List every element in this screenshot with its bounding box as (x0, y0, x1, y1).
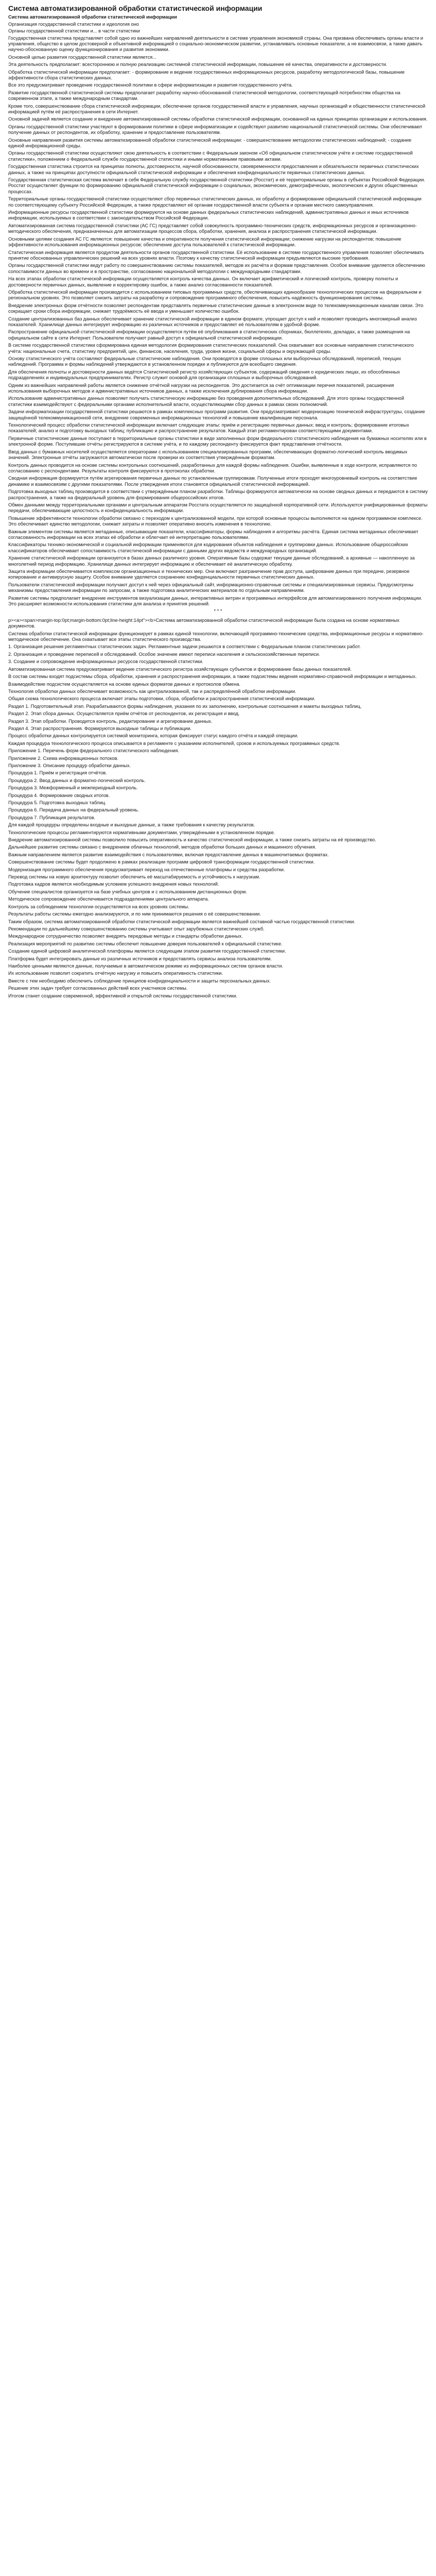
paragraph: Государственная статистика строится на принципах полноты, достоверности, научной обоснованности, своевременности предоставления и обязательности первичных статистических данных, а также на принципах доступности официальной статистической информации и обеспечения конфиденциальности первичных статистических данных. (8, 164, 419, 175)
paragraph: Государственная статистика представляет собой одно из важнейших направлений деятельности в системе управления экономикой страны. Она призвана обеспечивать органы власти и управления, общество в целом достоверной и объективной информацией о социально-экономическом развитии, устанавливать основные показатели, а не взаимосвязи, а также давать научно-обоснованную оценку функционирования и развития экономики. (8, 35, 423, 53)
article-body-continued (8, 618, 428, 999)
paragraph: Статистическая информация является продуктом деятельности органов государственной статистики. Её использование в системе государственного управления позволяет обеспечивать принятие обоснованных управленческих решений на всех уровнях власти. Поэтому к качеству статистической информации предъявляются высокие требования. (8, 249, 424, 261)
paragraph: Реализация мероприятий по развитию системы обеспечит повышение доверия пользователей к официальной статистике. (8, 941, 283, 946)
paragraph: Взаимодействие подсистем осуществляется на основе единых форматов данных и протоколов обмена. (8, 681, 241, 687)
paragraph: Основными целями создания АС ГС являются: повышение качества и оперативности получения статистической информации; снижение нагрузки на респондентов; повышение эффективности использования информационных ресурсов; обеспечение доступа пользователей к статистической информации. (8, 236, 402, 248)
page-title: Система автоматизированной обработки статистической информации (8, 4, 263, 12)
paragraph: Автоматизированная система предусматривает ведение статистического регистра хозяйствующих субъектов и формирование базы данных показателей. (8, 666, 352, 672)
paragraph: Для каждой процедуры определены входные и выходные данные, а также требования к качеству результатов. (8, 822, 255, 828)
paragraph: Каждая процедура технологического процесса описывается в регламенте с указанием исполнителей, сроков и используемых программных средств. (8, 740, 340, 746)
intro-block (8, 22, 428, 35)
paragraph: Подготовка выходных таблиц производится в соответствии с утверждённым планом разработки. Таблицы формируются автоматически на основе сводных данных и передаются в систему распространения, а также на федеральный уровень для формирования общероссийских итогов. (8, 489, 428, 500)
paragraph: Раздел 4. Этап распространения. Формируются выходные таблицы и публикации. (8, 725, 191, 731)
paragraph: Защита информации обеспечивается комплексом организационных и технических мер. Они включают разграничение прав доступа, шифрование данных при передаче, резервное копирование и антивирусную защиту. Особое внимание уделяется сохранению конфиденциальности первичных статистических данных. (8, 569, 410, 580)
paragraph: Приложение 1. Перечень форм федерального статистического наблюдения. (8, 748, 180, 754)
paragraph: Методическое сопровождение обеспечивается подразделениями центрального аппарата. (8, 896, 209, 902)
intro-line: Органы государственной статистики и... в части статистики (8, 28, 140, 33)
paragraph: Результаты работы системы ежегодно анализируются, и по ним принимаются решения о её совершенствовании. (8, 911, 261, 917)
paragraph: Процедура 2. Ввод данных и форматно-логический контроль. (8, 777, 146, 783)
paragraph: Важным элементом системы является метаданные, описывающие показатели, классификаторы, формы наблюдения и алгоритмы расчёта. Единая система метаданных обеспечивает согласованность информации на всех этапах её обработки и облегчает её интерпретацию пользователями. (8, 529, 418, 540)
paragraph: Развитие государственной статистической системы предполагает разработку научно-обоснованной статистической методологии, соответствующей потребностям общества на современном этапе, а также международным стандартам. (8, 90, 400, 101)
paragraph: 3. Создание и сопровождение информационных ресурсов государственной статистики. (8, 659, 204, 665)
paragraph: Обработка статистической информации производится с использованием типовых программных средств, обеспечивающих единообразие технологических процессов на федеральном и региональном уровнях. Это позволяет снизить затраты на разработку и сопровождение программного обеспечения, повысить надёжность функционирования системы. (8, 289, 422, 301)
paragraph: Информационные ресурсы государственной статистики формируются на основе данных федеральных статистических наблюдений, административных данных и иных источников информации, используемых в соответствии с законодательством Российской Федерации. (8, 210, 409, 221)
paragraph: Автоматизированная система государственной статистики (АС ГС) представляет собой совокупность программно-технических средств, информационных ресурсов и организационно-методического обеспечения, предназначенных для автоматизации процессов сбора, обработки, хранения, анализа и распространения статистической информации. (8, 223, 417, 234)
page-subtitle: Система автоматизированной обработки статистической информации (8, 14, 177, 20)
paragraph: Классификаторы технико-экономической и социальной информации применяются для кодирования объектов наблюдения и группировки данных. Использование общероссийских классификаторов обеспечивает сопоставимость статистической информации с данными других ведомств и международных организаций. (8, 542, 408, 553)
paragraph: Общая схема технологического процесса включает этапы подготовки, сбора, обработки и распространения статистической информации. (8, 696, 316, 702)
paragraph: Процедура 5. Подготовка выходных таблиц. (8, 800, 107, 805)
paragraph: Одним из важнейших направлений работы является снижение отчётной нагрузки на респондентов. Это достигается за счёт оптимизации перечня показателей, расширения использования выборочных методов и административных источников данных, а также исключения дублирования сбора информации. (8, 382, 394, 394)
paragraph: Приложение 3. Описание процедур обработки данных. (8, 762, 131, 768)
paragraph: Пользователи статистической информации получают доступ к ней через официальный сайт, информационно-справочные системы и специализированные сервисы. Предусмотрены механизмы предоставления информации по запросам, а также подготовка аналитических материалов по отдельным направлениям. (8, 582, 413, 594)
paragraph: Развитие системы предполагает внедрение инструментов визуализации данных, интерактивных витрин и программных интерфейсов для автоматизированного получения информации. Это расширяет возможности использования статистики для анализа и принятия решений. (8, 595, 423, 607)
paragraph: 1. Организация решения регламентных статистических задач. Регламентные задачи решаются в соответствии с Федеральным планом статистических работ. (8, 644, 361, 650)
paragraph: Таким образом, система автоматизированной обработки статистической информации является важнейшей составной частью государственной статистики. (8, 919, 356, 924)
paragraph: Процедура 4. Формирование сводных итогов. (8, 792, 110, 798)
paragraph: Процедура 3. Межформенный и межпериодный контроль. (8, 785, 138, 791)
paragraph: Органы государственной статистики участвуют в формировании политики в сфере информатизации и содействуют развитию национальной статистической системы. Они обеспечивают получение данных от респондентов, их обработку, хранение и предоставление пользователям. (8, 124, 423, 135)
paragraph: Система обработки статистической информации функционирует в рамках единой технологии, включающей программно-технические средства, информационные ресурсы и нормативно-методическое обеспечение. Она охватывает все этапы статистического производства. (8, 631, 424, 642)
paragraph: Органы государственной статистики осуществляют свою деятельность в соответствии с Федеральным законом «Об официальном статистическом учёте и системе государственной статистики», положением о Федеральной службе государственной статистики и иными нормативными правовыми актами. (8, 150, 413, 162)
paragraph: В системе государственной статистики сформирована единая методология формирования статистических показателей. Она охватывает все основные направления статистического учёта: национальные счета, статистику предприятий, цен, финансов, населения, труда, уровня жизни, социальной сферы и окружающей среды. (8, 343, 414, 354)
paragraph: Дальнейшее развитие системы связано с внедрением облачных технологий, методов обработки больших данных и машинного обучения. (8, 844, 317, 850)
article-body (8, 36, 428, 607)
paragraph: В состав системы входят подсистемы сбора, обработки, хранения и распространения информации, а также подсистемы ведения нормативно-справочной информации и метаданных. (8, 674, 417, 680)
paragraph: Ввод данных с бумажных носителей осуществляется операторами с использованием специализированных программ, обеспечивающих форматно-логический контроль вводимых значений. Электронные отчёты загружаются автоматически после проверки их соответствия утверждённым форматам. (8, 449, 408, 461)
paragraph: Использование административных данных позволяет получать статистическую информацию без проведения дополнительных обследований. Для этого органы государственной статистики взаимодействуют с федеральными органами исполнительной власти, осуществляющими сбор данных в рамках своих полномочий. (8, 396, 405, 407)
paragraph: Создание централизованных баз данных обеспечивает хранение статистической информации в едином формате, упрощает доступ к ней и позволяет проводить многомерный анализ показателей. Хранилище данных интегрирует информацию из различных источников и предоставляет её пользователям в удобной форме. (8, 316, 417, 327)
paragraph: Эта деятельность предполагает: всестороннюю и полную реализацию системной статистической информации, повышение её качества, оперативности и достоверности. (8, 62, 388, 67)
paragraph: Процедура 6. Передача данных на федеральный уровень. (8, 807, 139, 813)
paragraph: Процедура 7. Публикация результатов. (8, 815, 96, 820)
paragraph: Приложение 2. Схема информационных потоков. (8, 755, 118, 761)
paragraph: Основной целью развития государственной статистики является... (8, 54, 156, 60)
paragraph: Контроль за соблюдением технологии осуществляется на всех уровнях системы. (8, 904, 189, 909)
paragraph: Подготовка кадров является необходимым условием успешного внедрения новых технологий. (8, 882, 219, 887)
paragraph: Для обеспечения полноты и достоверности данных ведётся Статистический регистр хозяйствующих субъектов, содержащий сведения о юридических лицах, их обособленных подразделениях и индивидуальных предпринимателях. Регистр служит основой для организации сплошных и выборочных обследований. (8, 369, 400, 381)
paragraph: Повышение эффективности технологии обработки связано с переходом к централизованной модели, при которой основные процессы выполняются на едином программном комплексе. Это обеспечивает единство методологии, снижает затраты и позволяет оперативно вносить изменения в технологию. (8, 515, 423, 527)
paragraph: Распространение официальной статистической информации осуществляется путём её опубликования в статистических сборниках, бюллетенях, докладах, а также размещения на официальном сайте в сети Интернет. Пользователи получают равный доступ к официальной статистической информации. (8, 329, 410, 341)
paragraph: Модернизация программного обеспечения предусматривает переход на отечественные платформы и средства разработки. (8, 867, 285, 872)
paragraph: Перевод системы на новую архитектуру позволит обеспечить её масштабируемость и устойчивость к нагрузкам. (8, 874, 260, 880)
paragraph: Международное сотрудничество позволяет внедрять передовые методы и стандарты обработки данных. (8, 934, 243, 939)
paragraph: Рекомендации по дальнейшему совершенствованию системы учитывают опыт зарубежных статистических служб. (8, 926, 265, 931)
intro-line: Организация государственной статистики и идеология оно (8, 21, 139, 27)
paragraph: Платформа будет интегрировать данные из различных источников и предоставлять сервисы анализа пользователям. (8, 956, 272, 961)
paragraph: Важным направлением является развитие взаимодействия с пользователями, включая предоставление данных в машиночитаемых форматах. (8, 852, 329, 857)
paragraph: Основной задачей является создание и внедрение автоматизированной системы обработки статистической информации, основанной на единых принципах организации и использования. (8, 116, 428, 122)
paragraph: Решение этих задач требует согласованных действий всех участников системы. (8, 986, 188, 991)
paragraph: Технология обработки данных обеспечивает возможность как централизованной, так и распределённой обработки информации. (8, 688, 297, 694)
paragraph: Кроме того, совершенствование сбора статистической информации, обеспечение органов государственной власти и управления, научных организаций и общественности статистической информацией путём её распространения в сети Интернет. (8, 103, 426, 114)
paragraph: На всех этапах обработки статистической информации осуществляется контроль качества данных. Он включает арифметический и логический контроль, проверку полноты и достоверности первичных данных, выявление и корректировку ошибок, а также анализ согласованности показателей. (8, 276, 398, 287)
paragraph: Обучение специалистов организуется на базе учебных центров и с использованием дистанционных форм. (8, 889, 247, 894)
paragraph: Органы государственной статистики ведут работу по совершенствованию системы показателей, методов их расчёта и формам представления. Особое внимание уделяется обеспечению сопоставимости данных во времени и в пространстве, согласованию национальной методологии с международными стандартами. (8, 263, 425, 274)
section-separator: * * * (214, 608, 222, 614)
paragraph: Основные направления развития системы автоматизированной обработки статистической информации: - совершенствование методологии статистических наблюдений; - создание единой информационной среды. (8, 137, 412, 148)
paragraph: Хранение статистической информации организуется в базах данных различного уровня. Оперативные базы содержат текущие данные обследований, а архивные — накопленную за многолетний период информацию. Хранилище данных интегрирует информацию и обеспечивает её аналитическую обработку. (8, 555, 415, 567)
paragraph: Государственная статистическая система включает в себя Федеральную службу государственной статистики (Росстат) и её территориальные органы в субъектах Российской Федерации. Росстат осуществляет функции по формированию официальной статистической информации о социальных, экономических, демографических, экологических и других общественных процессах. (8, 177, 425, 194)
paragraph: Раздел 1. Подготовительный этап. Разрабатываются формы наблюдения, указания по их заполнению, контрольные соотношения и макеты выходных таблиц. (8, 703, 362, 709)
paragraph: Первичные статистические данные поступают в территориальные органы статистики в виде заполненных форм федерального статистического наблюдения на бумажных носителях или в электронной форме. Поступившие отчёты регистрируются в системе учёта, и по каждому респонденту фиксируется факт представления отчётности. (8, 435, 427, 447)
paragraph: Внедрение электронных форм отчётности позволяет респондентам представлять первичные статистические данные в электронном виде по телекоммуникационным каналам связи. Это сокращает сроки сбора информации, снижает трудоёмкость её ввода и уменьшает количество ошибок. (8, 302, 424, 314)
paragraph: Итогом станет создание современной, эффективной и открытой системы государственной статистики. (8, 993, 238, 998)
paragraph: Территориальные органы государственной статистики осуществляют сбор первичных статистических данных, их обработку и формирование официальной статистической информации по соответствующему субъекту Российской Федерации, а также предоставляют её органам государственной власти субъекта и органам местного самоуправления. (8, 196, 422, 208)
paragraph: Все это предусматривает проведение государственной политики в сфере информатизации и развития государственного учёта. (8, 82, 293, 88)
paragraph: Раздел 3. Этап обработки. Проводится контроль, редактирование и агрегирование данных. (8, 718, 213, 724)
paragraph: Раздел 2. Этап сбора данных. Осуществляется приём отчётов от респондентов, их регистрация и ввод. (8, 711, 240, 717)
paragraph: Сводная информация формируется путём агрегирования первичных данных по установленным группировкам. Полученные итоги проходят многоуровневый контроль на соответствие динамике и взаимосвязям с другими показателями. После утверждения итоги становятся официальной статистической информацией. (8, 476, 417, 487)
paragraph: Обработка статистической информации предполагает: - формирование и ведение государственных информационных ресурсов, разработку методологической базы, повышение эффективности сбора статистических данных. (8, 69, 405, 80)
paragraph: Технологический процесс обработки статистической информации включает следующие этапы: приём и регистрацию первичных данных; ввод и контроль; формирование итоговых показателей; анализ и подготовку выходных таблиц; публикацию и распространение результатов. Каждый этап регламентирован соответствующими документами. (8, 422, 409, 434)
paragraph: Процедура 1. Приём и регистрация отчётов. (8, 770, 107, 776)
paragraph: Задачи информатизации государственной статистики решаются в рамках комплексных программ развития. Они предусматривают модернизацию технической инфраструктуры, создание защищённой телекоммуникационной сети, внедрение современных информационных технологий и повышение квалификации персонала. (8, 409, 425, 420)
paragraph: Обмен данными между территориальными органами и центральным аппаратом Росстата осуществляется по защищённой корпоративной сети. Используются унифицированные форматы передачи, обеспечивающие целостность и конфиденциальность информации. (8, 502, 428, 514)
paragraph: Основу статистического учёта составляют федеральные статистические наблюдения. Они проводятся в форме сплошных или выборочных обследований, переписей, текущих наблюдений. Программа и формы наблюдений утверждаются в установленном порядке и публикуются для всеобщего сведения. (8, 356, 402, 367)
paragraph: 2. Организация и проведение переписей и обследований. Особое значение имеют переписи населения и сельскохозяйственные переписи. (8, 651, 320, 657)
paragraph: Создание единой цифровой аналитической платформы является следующим этапом развития государственной статистики. (8, 948, 286, 954)
paragraph: Процесс обработки данных контролируется системой мониторинга, которая фиксирует статус каждого отчёта и каждой операции. (8, 733, 299, 739)
paragraph: Наиболее ценными являются данные, получаемые в автоматическом режиме из информационных систем органов власти. (8, 963, 284, 969)
paragraph: Совершенствование системы будет продолжено в рамках реализации программ цифровой трансформации государственной статистики. (8, 859, 315, 865)
paragraph: Контроль данных проводится на основе системы контрольных соотношений, разработанных для каждой формы наблюдения. Ошибки, выявленные в ходе контроля, исправляются по согласованию с респондентами. Результаты контроля фиксируются в протоколах обработки. (8, 462, 417, 473)
paragraph: Внедрение автоматизированной системы позволило повысить оперативность и качество статистической информации, а также снизить затраты на её производство. (8, 837, 376, 843)
paragraph: Вместе с тем необходимо обеспечить соблюдение принципов конфиденциальности и защиты персональных данных. (8, 978, 271, 984)
paragraph: Их использование позволит сократить отчётную нагрузку и повысить оперативность статистики. (8, 971, 223, 976)
paragraph: p><a><span>margin-top:0pt;margin-bottom:0pt;line-height:14pt"><b>Система автоматизированной обработки статистической информации была создана на основе нормативных документов. (8, 617, 399, 629)
paragraph: Технологические процессы регламентируются нормативными документами, утверждёнными в установленном порядке. (8, 829, 275, 835)
